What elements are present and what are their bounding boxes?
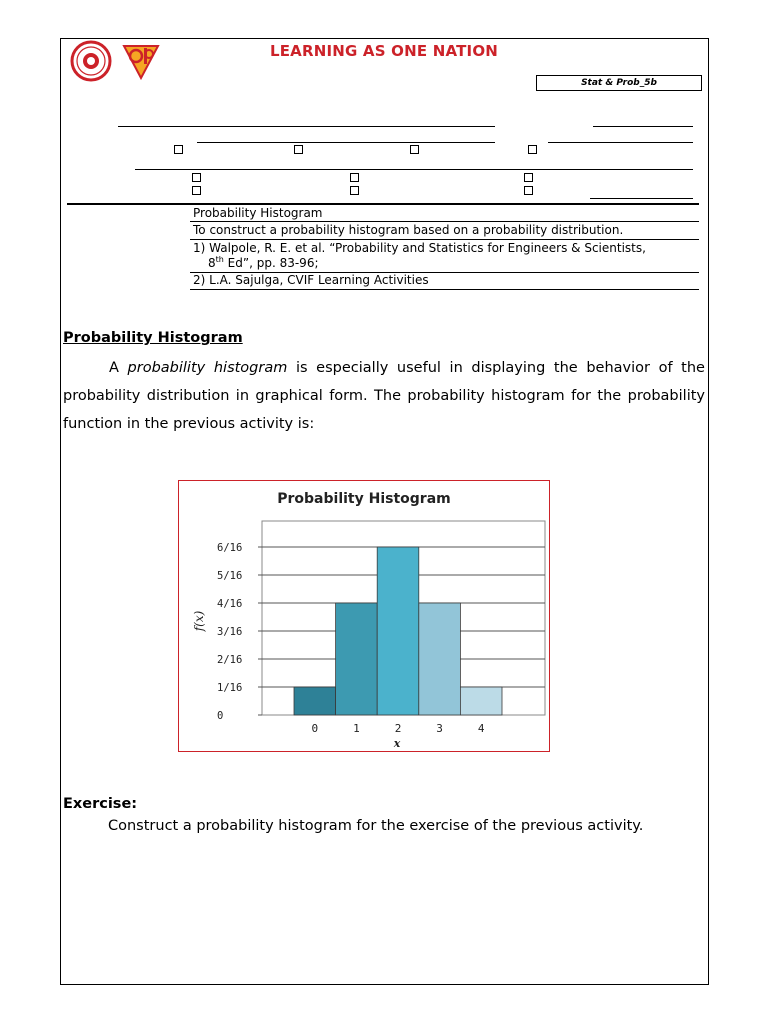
checkbox[interactable]: [350, 186, 359, 195]
reference-2: 2) L.A. Sajulga, CVIF Learning Activities: [193, 273, 429, 287]
form-line: [190, 221, 699, 222]
form-line: [548, 142, 693, 143]
edition-rest: Ed”, pp. 83-96;: [223, 256, 319, 270]
x-tick-label: 2: [394, 722, 402, 735]
exercise-heading: Exercise:: [63, 796, 138, 812]
reference-1-line-2: [208, 256, 319, 270]
histogram-bar: [460, 687, 502, 715]
para-term: probability histogram: [127, 360, 288, 376]
chart-frame: [178, 480, 550, 752]
y-tick-label: 3/16: [217, 626, 243, 638]
form-line: [190, 239, 699, 240]
y-tick-label: 5/16: [217, 570, 243, 582]
checkbox[interactable]: [524, 186, 533, 195]
exercise-text: Construct a probability histogram for the exercise of the previous activity.: [108, 818, 644, 834]
intro-paragraph: [63, 354, 705, 438]
topic-text: Probability Histogram: [193, 206, 323, 220]
form-line: [590, 198, 693, 199]
checkbox[interactable]: [350, 173, 359, 182]
histogram-bar: [377, 547, 419, 715]
checkbox[interactable]: [192, 186, 201, 195]
chart-title: Probability Histogram: [277, 491, 451, 507]
histogram-bar: [294, 687, 336, 715]
checkbox[interactable]: [294, 145, 303, 154]
form-line: [190, 289, 699, 290]
y-tick-label: 2/16: [217, 654, 243, 666]
edition-suffix: th: [215, 255, 224, 264]
checkbox[interactable]: [528, 145, 537, 154]
form-line: [118, 126, 495, 127]
course-code-box: Stat & Prob_5b: [536, 75, 702, 91]
checkbox[interactable]: [524, 173, 533, 182]
x-tick-label: 4: [477, 722, 485, 735]
form-line: [593, 126, 693, 127]
checkbox[interactable]: [192, 173, 201, 182]
y-axis-label: f(x): [192, 610, 206, 632]
histogram-bar: [419, 603, 461, 715]
checkbox[interactable]: [174, 145, 183, 154]
section-heading: Probability Histogram: [63, 330, 243, 346]
form-line: [67, 203, 699, 205]
checkbox[interactable]: [410, 145, 419, 154]
probability-histogram-chart: [179, 481, 549, 751]
form-line: [197, 142, 495, 143]
y-tick-label: 4/16: [217, 598, 243, 610]
x-tick-label: 0: [311, 722, 319, 735]
objective-text: To construct a probability histogram based on a probability distribution.: [193, 223, 624, 237]
para-rest: is especially useful in displaying the behavior of the probability distribution in graphical form. The probability histogram for the probability function in the previous activity is:: [63, 360, 705, 432]
histogram-bar: [336, 603, 378, 715]
y-tick-label: 6/16: [217, 542, 243, 554]
header-title: LEARNING AS ONE NATION: [269, 42, 499, 60]
y-tick-label: 1/16: [217, 682, 243, 694]
para-a: A: [109, 360, 128, 376]
y-tick-label: 0: [217, 710, 224, 722]
x-tick-label: 1: [353, 722, 360, 735]
edition-number: 8: [208, 256, 216, 270]
x-axis-label: x: [393, 737, 401, 750]
x-tick-label: 3: [436, 722, 443, 735]
form-line: [135, 169, 693, 170]
reference-1-line-1: 1) Walpole, R. E. et al. “Probability and Statistics for Engineers & Scientists,: [193, 241, 646, 255]
